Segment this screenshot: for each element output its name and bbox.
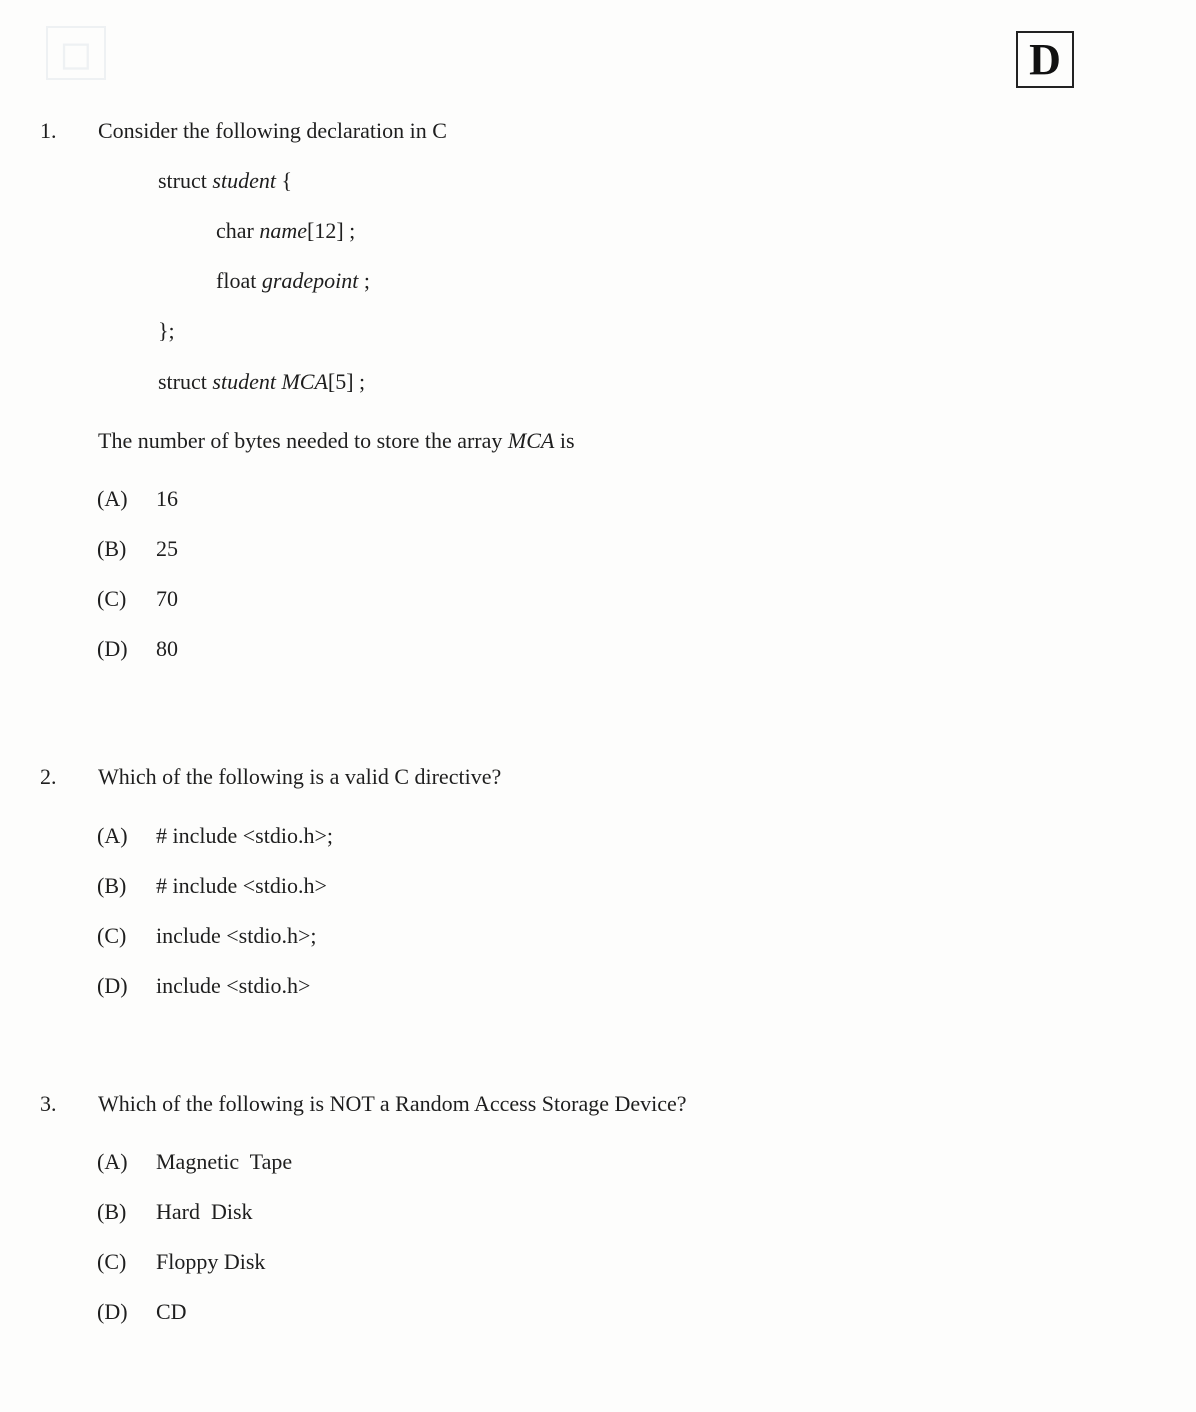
option-text: Hard Disk — [156, 1199, 253, 1224]
prompt-text: is — [559, 428, 575, 453]
code-line-4 — [158, 318, 175, 344]
question-stem: Which of the following is a valid C directive? — [98, 764, 502, 789]
option-text: Floppy Disk — [156, 1249, 266, 1274]
option-text: include <stdio.h> — [156, 973, 311, 998]
code-keyword: struct — [158, 168, 207, 193]
code-keyword: char — [216, 218, 254, 243]
option-letter: (D) — [97, 636, 128, 661]
code-line-1 — [158, 168, 292, 194]
paper-code: D — [1029, 35, 1061, 84]
prompt-variable: MCA — [507, 428, 555, 453]
code-punct: [12] ; — [307, 218, 356, 243]
option-letter: (A) — [97, 1149, 128, 1174]
question-number: 1. — [40, 118, 57, 143]
option-text: # include <stdio.h> — [156, 873, 327, 898]
code-identifier: student — [212, 168, 276, 193]
paper-code-box — [1016, 31, 1074, 88]
code-punct: { — [281, 168, 293, 193]
code-identifier: student — [212, 369, 276, 394]
code-identifier: name — [259, 218, 308, 243]
code-punct: ; — [363, 268, 371, 293]
option-text: include <stdio.h>; — [156, 923, 317, 948]
question-stem: Which of the following is NOT a Random Access Storage Device? — [98, 1091, 687, 1116]
question-number: 3. — [40, 1091, 57, 1116]
option-letter: (B) — [97, 873, 127, 898]
option-letter: (C) — [97, 1249, 127, 1274]
code-punct: }; — [158, 318, 175, 343]
code-keyword: struct — [158, 369, 207, 394]
option-letter: (D) — [97, 973, 128, 998]
option-letter: (C) — [97, 586, 127, 611]
option-text: # include <stdio.h>; — [156, 823, 333, 848]
code-punct: [5] ; — [327, 369, 366, 394]
option-letter: (A) — [97, 823, 128, 848]
option-text: 16 — [156, 486, 178, 511]
option-text: 70 — [156, 586, 178, 611]
option-text: 80 — [156, 636, 178, 661]
option-text: Magnetic Tape — [156, 1149, 293, 1174]
code-line-5 — [158, 369, 365, 395]
question-stem: Consider the following declaration in C — [98, 118, 447, 143]
option-letter: (C) — [97, 923, 127, 948]
prompt-text: The number of bytes needed to store the array — [98, 428, 503, 453]
question-number: 2. — [40, 764, 57, 789]
option-letter: (B) — [97, 536, 127, 561]
bleed-through-mark: ◻ — [46, 26, 106, 80]
code-line-2 — [216, 218, 355, 244]
code-keyword: float — [216, 268, 257, 293]
option-letter: (A) — [97, 486, 128, 511]
option-text: CD — [156, 1299, 187, 1324]
option-letter: (B) — [97, 1199, 127, 1224]
option-text: 25 — [156, 536, 178, 561]
code-identifier: MCA — [281, 369, 328, 394]
code-identifier: gradepoint — [261, 268, 359, 293]
code-line-3 — [216, 268, 370, 294]
question-prompt — [98, 428, 575, 454]
option-letter: (D) — [97, 1299, 128, 1324]
